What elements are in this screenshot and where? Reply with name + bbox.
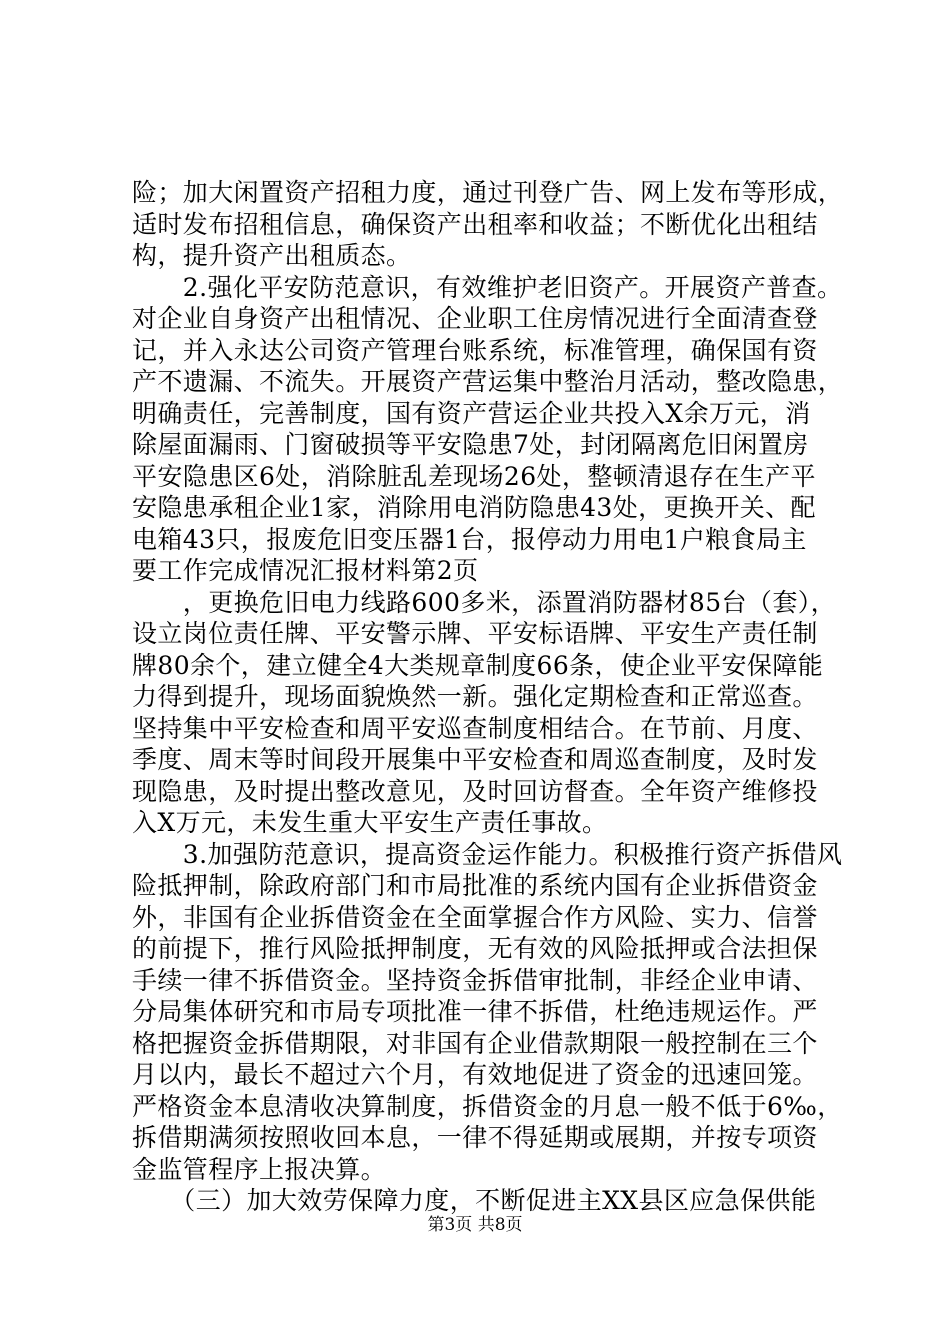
text-line: 设立岗位责任牌、平安警示牌、平安标语牌、平安生产责任制 <box>132 619 818 648</box>
text-line: 2.强化平安防范意识，有效维护老旧资产。开展资产普查。 <box>132 272 843 302</box>
text-line: 牌80余个，建立健全4大类规章制度66条，使企业平安保障能 <box>132 650 824 680</box>
text-line: 平安隐患区6处，消除脏乱差现场26处，整顿清退存在生产平 <box>132 461 816 491</box>
text-line: 入X万元，未发生重大平安生产责任事故。 <box>132 808 608 837</box>
text-line: 的前提下，推行风险抵押制度，无有效的风险抵押或合法担保 <box>132 934 818 963</box>
text-line: 力得到提升，现场面貌焕然一新。强化定期检查和正常巡查。 <box>132 682 818 711</box>
text-line: ，更换危旧电力线路600多米，添置消防器材85台（套）， <box>132 587 837 617</box>
text-line: 构，提升资产出租质态。 <box>132 241 412 270</box>
text-line: 安隐患承租企业1家，消除用电消防隐患43处，更换开关、配 <box>132 493 816 522</box>
page-number: 第3页 共8页 <box>427 1215 523 1235</box>
text-line: 明确责任，完善制度，国有资产营运企业共投入X余万元，消 <box>132 398 811 428</box>
text-line: 分局集体研究和市局专项批准一律不拆借，杜绝违规运作。严 <box>132 997 818 1026</box>
text-line: 3.加强防范意识，提高资金运作能力。积极推行资产拆借风 <box>132 839 843 869</box>
text-line: 要工作完成情况汇报材料第2页 <box>132 556 479 585</box>
text-line: 月以内，最长不超过六个月，有效地促进了资金的迅速回笼。 <box>132 1060 818 1089</box>
text-line: 记，并入永达公司资产管理台账系统，标准管理，确保国有资 <box>132 335 818 365</box>
text-line: 险抵押制，除政府部门和市局批准的系统内国有企业拆借资金 <box>132 871 818 900</box>
text-line: 外，非国有企业拆借资金在全面掌握合作方风险、实力、信誉 <box>132 902 818 932</box>
document-body <box>132 177 844 1217</box>
text-line: 对企业自身资产出租情况、企业职工住房情况进行全面清查登 <box>132 304 818 333</box>
text-line: 金监管程序上报决算。 <box>132 1154 387 1184</box>
text-line: 适时发布招租信息，确保资产出租率和收益；不断优化出租结 <box>132 209 818 239</box>
text-line: 季度、周末等时间段开展集中平安检查和周巡查制度，及时发 <box>132 745 818 774</box>
text-line: 格把握资金拆借期限，对非国有企业借款期限一般控制在三个 <box>132 1028 818 1058</box>
text-line: 产不遗漏、不流失。开展资产营运集中整治月活动，整改隐患， <box>132 367 844 396</box>
text-line: 严格资金本息清收决算制度，拆借资金的月息一般不低于6‰， <box>132 1091 843 1121</box>
text-line: 手续一律不拆借资金。坚持资金拆借审批制，非经企业申请、 <box>132 965 818 995</box>
text-line: （三）加大效劳保障力度，不断促进主XX县区应急保供能 <box>132 1186 817 1215</box>
text-line: 坚持集中平安检查和周平安巡查制度相结合。在节前、月度、 <box>132 713 818 743</box>
text-line: 电箱43只，报废危旧变压器1台，报停动力用电1户粮食局主 <box>132 524 807 554</box>
text-line: 拆借期满须按照收回本息，一律不得延期或展期，并按专项资 <box>132 1123 818 1152</box>
text-line: 险；加大闲置资产招租力度，通过刊登广告、网上发布等形成， <box>132 178 844 207</box>
text-line: 除屋面漏雨、门窗破损等平安隐患7处，封闭隔离危旧闲置房 <box>132 430 809 459</box>
text-line: 现隐患，及时提出整改意见，及时回访督查。全年资产维修投 <box>132 776 818 806</box>
